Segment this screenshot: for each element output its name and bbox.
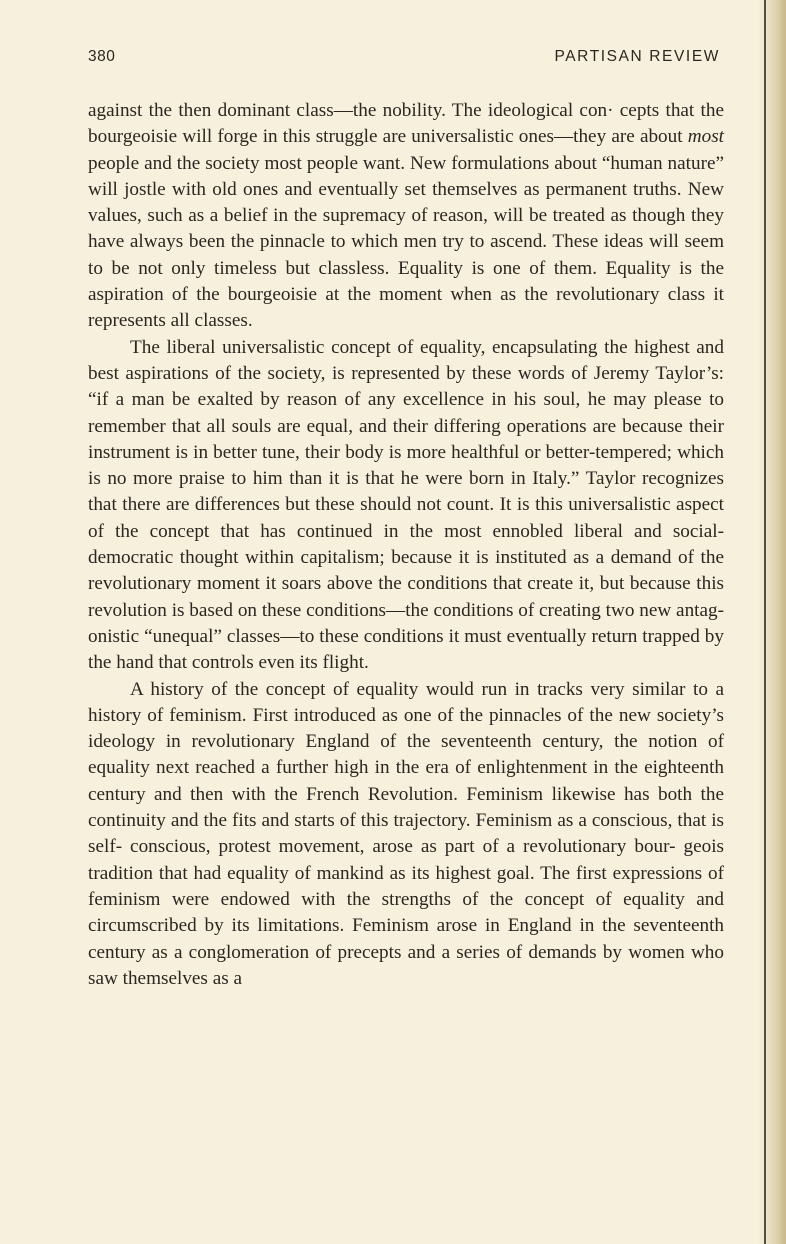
- paragraph-2: The liberal universalistic concept of equality, encapsulating the highest and best aspirations of the society, is represented by these words of Jeremy Taylor’s: “if a man be exalted by reason of any excellence in his soul, he may please to remember that all souls are equal, and their differing operations are because their instrument is in better tune, their body is more healthful or better-tempered; which is no more praise to him than it is that he were born in Italy.” Taylor recognizes that there are differences but these should not count. It is this universalistic aspect of the concept that has continued in the most ennobled liberal and social-democratic thought within capitalism; because it is instituted as a demand of the revolutionary moment it soars above the conditions that create it, but because this revolution is based on these conditions—the conditions of creating two new antag- onistic “unequal” classes—to these conditions it must eventually return trapped by the hand that controls even its flight.: [88, 336, 724, 674]
- paragraph-1-after: people and the society most people want. New formulations about “human nature” will jostle with old ones and eventually set themselves as permanent truths. New values, such as a belief in the supremacy of reason, will be treated as though they have always been the pinnacle to which men try to ascend. These ideas will seem to be not only timeless but classless. Equality is one of them. Equality is the aspiration of the bourgeoisie at the moment when as the revolutionary class it represents all classes.: [88, 152, 724, 332]
- paragraph-1: [88, 98, 724, 335]
- paragraph-3: A history of the concept of equality would run in tracks very similar to a history of feminism. First introduced as one of the pinnacles of the new society’s ideology in revolutionary England of the seventeenth century, the notion of equality next reached a further high in the era of enlightenment in the eighteenth century and then with the French Revolution. Feminism likewise has both the continuity and the fits and starts of this trajectory. Feminism as a conscious, that is self- conscious, protest movement, arose as part of a revolutionary bour- geois tradition that had equality of mankind as its highest goal. The first expressions of feminism were endowed with the strengths of the concept of equality and circumscribed by its limitations. Feminism arose in England in the seventeenth century as a conglomeration of precepts and a series of demands by women who saw themselves as a: [88, 678, 724, 989]
- paragraph-1-emphasis: most: [687, 126, 724, 148]
- page-edge-shadow: [758, 0, 786, 1244]
- page-header: [88, 48, 720, 76]
- page-number: 380: [88, 48, 116, 65]
- body-text: [88, 98, 724, 992]
- page-edge-line: [764, 0, 766, 1244]
- running-head: PARTISAN REVIEW: [554, 48, 720, 65]
- paragraph-1-before: against the then dominant class—the nobility. The ideological con· cepts that the bourgeoisie will forge in this struggle are universalistic ones—they are about: [88, 100, 724, 148]
